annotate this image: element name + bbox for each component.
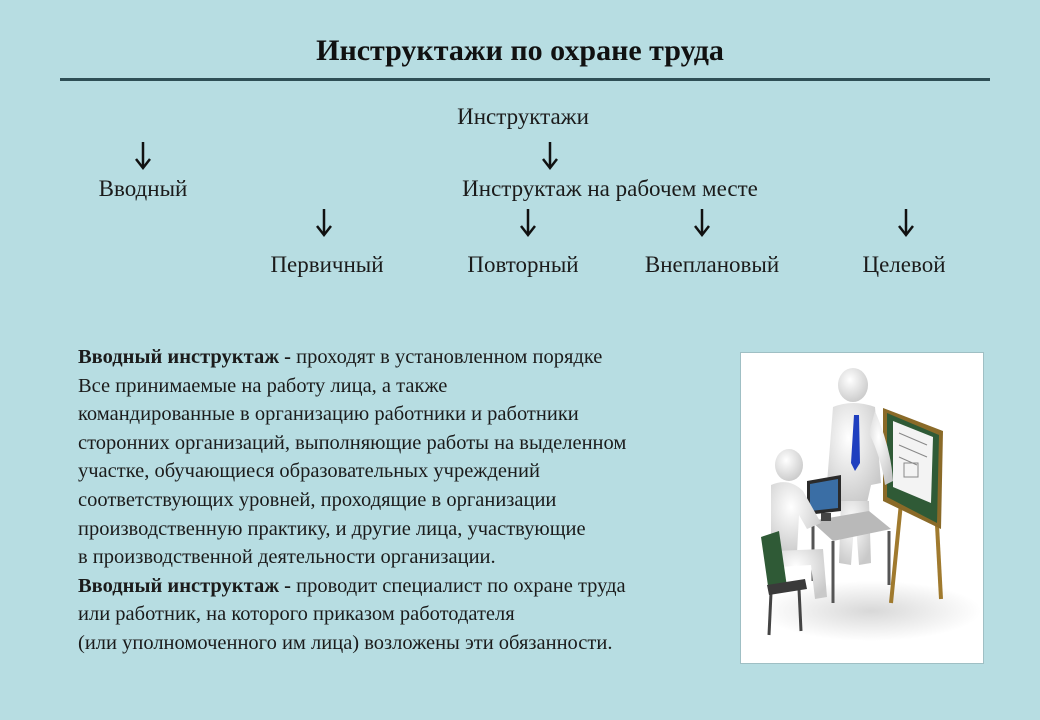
text-line: соответствующих уровней, проходящие в организации (78, 488, 557, 511)
arrow-down-icon (314, 208, 334, 238)
node-primary: Первичный (270, 252, 384, 277)
arrow-down-icon (540, 141, 560, 171)
text-line: или работник, на которого приказом работодателя (78, 603, 515, 626)
arrow-down-icon (896, 208, 916, 238)
training-scene-icon (741, 353, 983, 663)
text-line: производственную практику, и другие лица, участвующие (78, 517, 586, 540)
page-title: Инструктажи по охране труда (316, 34, 724, 67)
node-root: Инструктажи (457, 104, 589, 129)
arrow-down-icon (133, 141, 153, 171)
text-line: Вводный инструктаж - проходят в установленном порядке (78, 346, 603, 368)
term-bold: Вводный инструктаж - (78, 574, 292, 597)
node-unscheduled: Внеплановый (644, 252, 780, 277)
node-repeated: Повторный (467, 252, 579, 277)
node-introductory: Вводный (98, 176, 188, 201)
text-line: Все принимаемые на работу лица, а также (78, 374, 448, 397)
node-workplace: Инструктаж на рабочем месте (462, 176, 758, 201)
arrow-down-icon (692, 208, 712, 238)
text-line: сторонних организаций, выполняющие работы на выделенном (78, 431, 627, 454)
text-line: Вводный инструктаж - проводит специалист по охране труда (78, 574, 626, 597)
text-line: (или уполномоченного им лица) возложены эти обязанности. (78, 631, 613, 654)
text-line: в производственной деятельности организации. (78, 546, 496, 569)
illustration-image (740, 352, 984, 664)
node-targeted: Целевой (862, 252, 946, 277)
text-line: командированные в организацию работники и работники (78, 403, 579, 426)
title-underline (60, 78, 990, 81)
term-bold: Вводный инструктаж - (78, 346, 292, 368)
description-block (78, 343, 738, 658)
text-line: участке, обучающиеся образовательных учреждений (78, 460, 540, 483)
arrow-down-icon (518, 208, 538, 238)
